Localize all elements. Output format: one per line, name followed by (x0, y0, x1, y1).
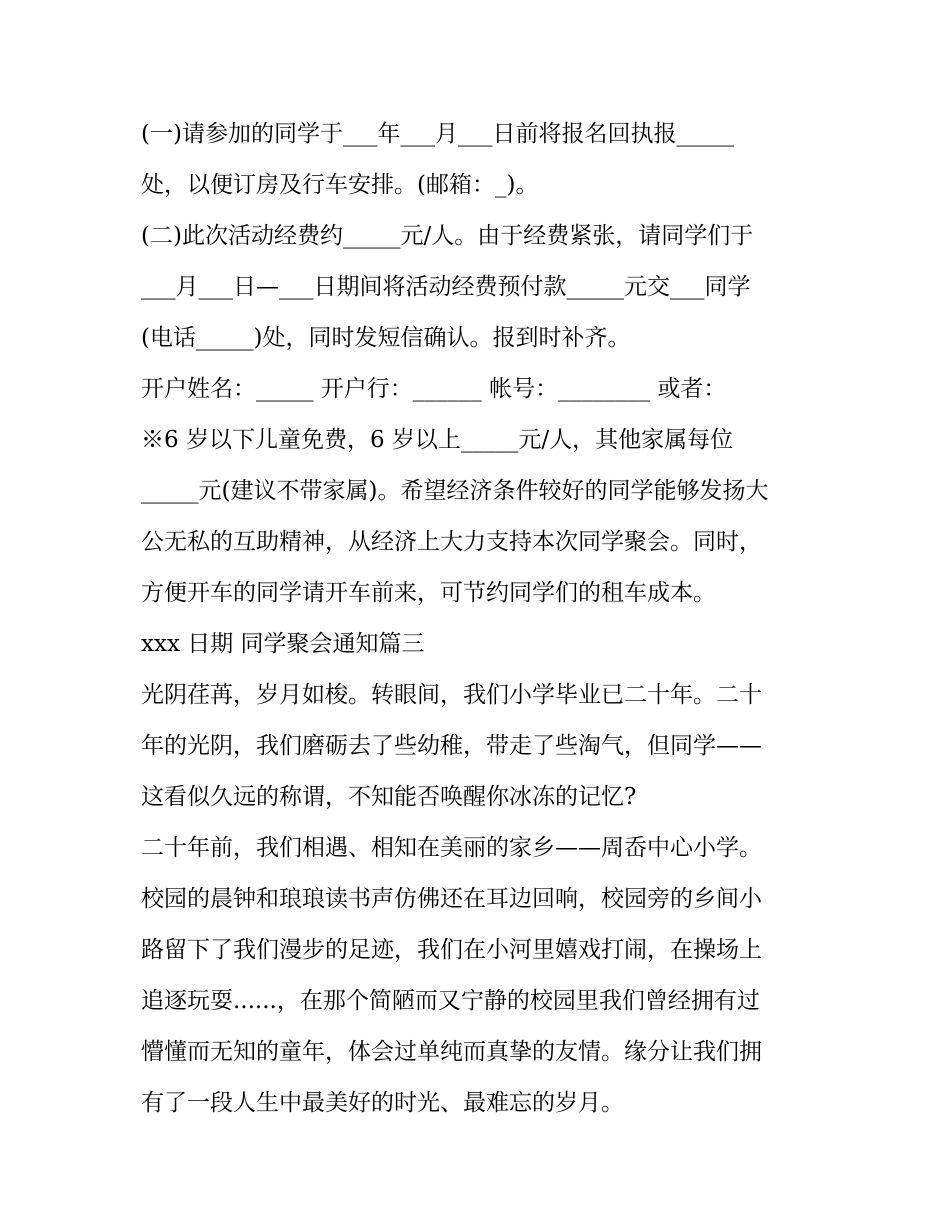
text-line: 这看似久远的称谓，不知能否唤醒你冰冻的记忆? (141, 784, 637, 810)
document-body (141, 109, 821, 1129)
text-line: 路留下了我们漫步的足迹，我们在小河里嬉戏打闹，在操场上 (141, 937, 762, 963)
text-line: 校园的晨钟和琅琅读书声仿佛还在耳边回响，校园旁的乡间小 (141, 886, 762, 912)
text-line: 方便开车的同学请开车前来，可节约同学们的租车成本。 (141, 580, 716, 606)
text-line: (二)此次活动经费约_____元/人。由于经费紧张，请同学们于 (141, 223, 754, 249)
text-line: 懵懂而无知的童年，体会过单纯而真挚的友情。缘分让我们拥 (141, 1039, 762, 1065)
text-line: 开户姓名：_____ 开户行：______ 帐号：________ 或者： (141, 376, 727, 402)
text-line: 光阴荏苒，岁月如梭。转眼间，我们小学毕业已二十年。二十 (141, 682, 762, 708)
text-line: 有了一段人生中最美好的时光、最难忘的岁月。 (141, 1090, 624, 1116)
text-line: ___月___日—___日期间将活动经费预付款_____元交___同学 (141, 274, 751, 300)
text-line: 处，以便订房及行车安排。(邮箱：_)。 (141, 172, 539, 198)
text-line: 二十年前，我们相遇、相知在美丽的家乡——周岙中心小学。 (141, 835, 762, 861)
section-heading: xxx 日期 同学聚会通知篇三 (141, 631, 425, 657)
text-line: ※6 岁以下儿童免费，6 岁以上_____元/人，其他家属每位 (141, 427, 734, 453)
text-line: _____元(建议不带家属)。希望经济条件较好的同学能够发扬大 (141, 478, 769, 504)
text-line: (一)请参加的同学于___年___月___日前将报名回执报_____ (141, 121, 734, 147)
text-line: (电话_____)处，同时发短信确认。报到时补齐。 (141, 325, 631, 351)
text-line: 公无私的互助精神，从经济上大力支持本次同学聚会。同时， (141, 529, 762, 555)
text-line: 追逐玩耍......，在那个简陋而又宁静的校园里我们曾经拥有过 (141, 988, 760, 1014)
text-line: 年的光阴，我们磨砺去了些幼稚，带走了些淘气，但同学—— (141, 733, 762, 759)
